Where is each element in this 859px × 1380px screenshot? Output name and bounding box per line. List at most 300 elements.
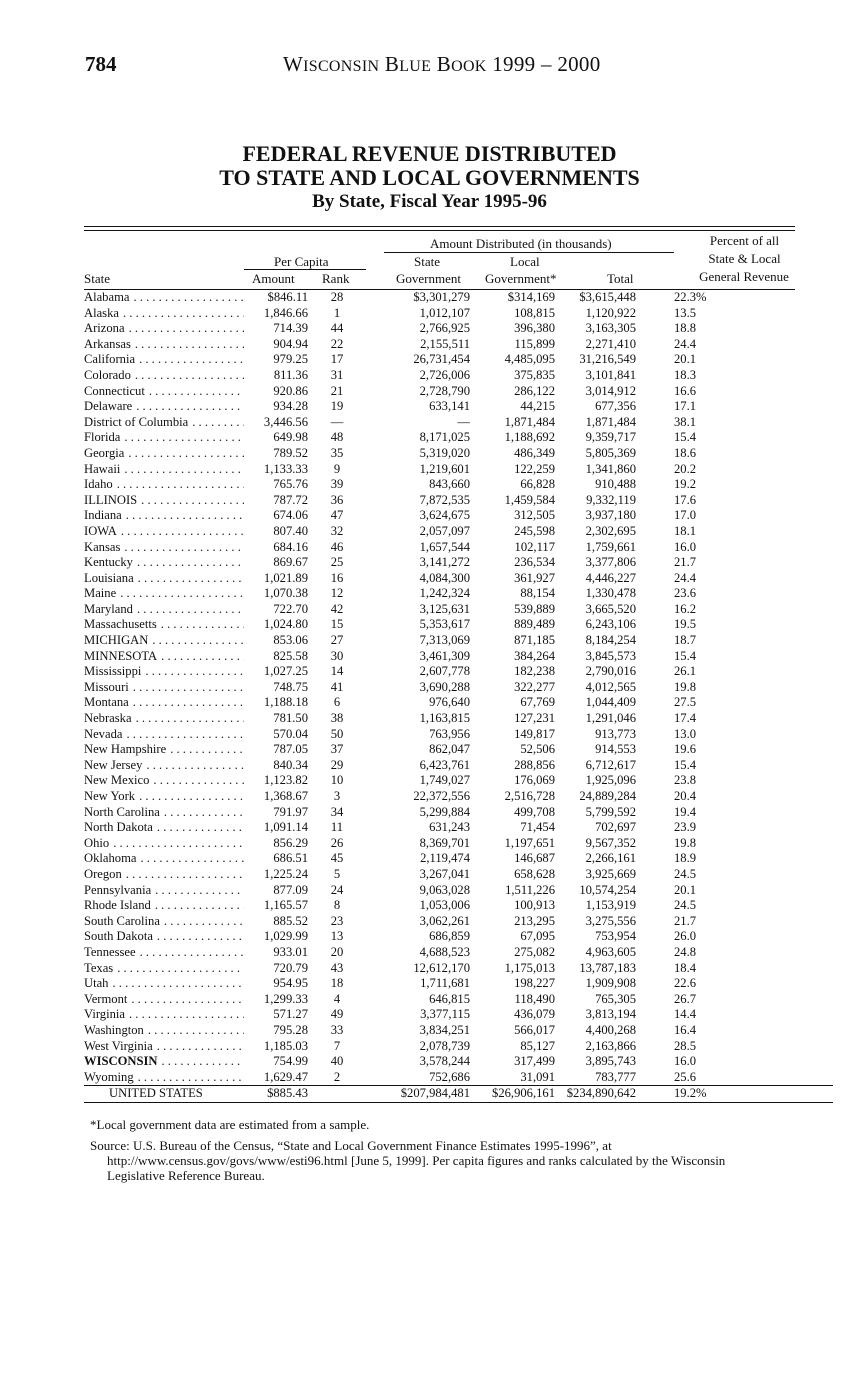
cell-state-gov: 646,815 xyxy=(429,991,470,1006)
cell-pct: 26.0 xyxy=(674,929,697,944)
cell-amount: 684.16 xyxy=(273,539,308,554)
cell-state-gov: 3,062,261 xyxy=(419,913,470,928)
table-row xyxy=(84,571,833,587)
cell-rank: 37 xyxy=(330,742,344,757)
cell-amount: 787.05 xyxy=(273,742,308,757)
cell-pct: 13.0 xyxy=(674,726,697,741)
cell-state-gov: 22,372,556 xyxy=(413,789,470,803)
cell-pct: 16.0 xyxy=(674,539,697,554)
cell-state-gov: 633,141 xyxy=(429,399,470,414)
table-row xyxy=(84,321,833,337)
cell-rank: 15 xyxy=(330,617,344,632)
cell-state-gov: 843,660 xyxy=(429,477,470,492)
cell-pct: 19.5 xyxy=(674,617,697,632)
cell-amount: 920.86 xyxy=(273,383,308,398)
source-line-3: Legislative Reference Bureau. xyxy=(107,1168,265,1183)
cell-total: 3,813,194 xyxy=(585,1007,636,1022)
cell-state-gov: 6,423,761 xyxy=(419,757,470,772)
cell-state-gov: 1,749,027 xyxy=(419,773,470,788)
cell-state: Arkansas . . . xyxy=(84,337,244,353)
cell-rank: 42 xyxy=(330,601,344,616)
table-row xyxy=(84,680,833,696)
cell-state-gov: 2,078,739 xyxy=(419,1038,470,1053)
cell-amount: 795.28 xyxy=(273,1022,308,1037)
table-row xyxy=(84,524,833,540)
cell-state-gov: 3,624,675 xyxy=(419,508,470,523)
cell-state: ILLINOIS . . . xyxy=(84,493,244,509)
cell-amount: 720.79 xyxy=(273,960,308,975)
table-row xyxy=(84,649,833,665)
cell-amount: 791.97 xyxy=(273,804,308,819)
cell-total: 1,120,922 xyxy=(585,305,636,320)
cell-total: 8,184,254 xyxy=(585,633,636,648)
cell-state: Mississippi . . . xyxy=(84,664,244,680)
cell-state: Oregon . . . xyxy=(84,867,244,883)
cell-state: WISCONSIN . . . xyxy=(84,1054,244,1070)
cell-state: Massachusetts . . . xyxy=(84,617,244,633)
cell-total: 5,799,592 xyxy=(585,804,636,819)
cell-pct: 19.4 xyxy=(674,804,697,819)
cell-pct: 27.5 xyxy=(674,695,697,710)
cell-local-gov: 31,091 xyxy=(520,1069,555,1084)
cell-amount: 1,225.24 xyxy=(263,866,308,881)
cell-total: 2,266,161 xyxy=(585,851,636,866)
cell-state: Washington . . . xyxy=(84,1023,244,1039)
cell-state: Maryland . . . xyxy=(84,602,244,618)
cell-amount: 979.25 xyxy=(273,352,308,367)
cell-total: 1,291,046 xyxy=(585,711,636,726)
footnotes xyxy=(90,1117,820,1183)
cell-amount: 1,021.89 xyxy=(263,570,308,585)
cell-rank: 20 xyxy=(330,944,344,959)
cell-local-gov: 182,238 xyxy=(514,664,555,679)
cell-state: Utah . . . xyxy=(84,976,244,992)
cell-pct: 22.6 xyxy=(674,976,697,991)
cell-total: 5,805,369 xyxy=(585,445,636,460)
cell-total: 6,243,106 xyxy=(585,617,636,632)
cell-state-gov: 2,119,474 xyxy=(420,851,470,866)
cell-local-gov: 566,017 xyxy=(514,1022,555,1037)
cell-local-gov: 146,687 xyxy=(514,851,555,866)
cell-pct: 23.8 xyxy=(674,773,697,788)
cell-state: Delaware . . . xyxy=(84,399,244,415)
cell-total: 1,909,908 xyxy=(585,976,636,991)
cell-state: Colorado . . . xyxy=(84,368,244,384)
page-number: 784 xyxy=(85,52,117,76)
cell-pct: 21.7 xyxy=(674,913,697,928)
cell-pct: 24.4 xyxy=(674,336,697,351)
table-row xyxy=(84,1039,833,1055)
cell-pct: 23.9 xyxy=(674,820,697,835)
cell-state-gov: 7,313,069 xyxy=(419,633,470,648)
cell-pct: 20.2 xyxy=(674,461,697,476)
cell-total: 783,777 xyxy=(595,1069,636,1084)
cell-state-gov: 1,053,006 xyxy=(419,898,470,913)
table-row xyxy=(84,290,833,306)
cell-local-gov: 66,828 xyxy=(520,477,555,492)
cell-total: 10,574,254 xyxy=(579,882,636,897)
cell-total: 1,153,919 xyxy=(585,898,636,913)
cell-rank: 34 xyxy=(330,804,344,819)
cell-state: Maine . . . xyxy=(84,586,244,602)
cell-rank: 24 xyxy=(330,882,344,897)
cell-rank: 13 xyxy=(330,929,344,944)
cell-amount: $885.43 xyxy=(244,1086,308,1103)
cell-amount: 1,029.99 xyxy=(263,929,308,944)
cell-state-gov: 3,267,041 xyxy=(419,866,470,881)
header-rule-per-capita xyxy=(244,269,366,270)
cell-amount: 1,165.57 xyxy=(263,898,308,913)
cell-total: 13,787,183 xyxy=(579,960,636,975)
cell-amount: 1,629.47 xyxy=(263,1069,308,1084)
cell-pct: 15.4 xyxy=(674,648,697,663)
cell-local-gov: 118,490 xyxy=(514,991,555,1006)
running-head: WISCONSIN BLUE BOOK 1999 – 2000 xyxy=(283,52,601,76)
cell-amount: 686.51 xyxy=(273,851,308,866)
table-row xyxy=(84,1054,833,1070)
cell-total: 1,341,860 xyxy=(585,461,636,476)
cell-state-gov: — xyxy=(457,414,470,429)
cell-amount: 1,299.33 xyxy=(263,991,308,1006)
cell-local-gov: 1,197,651 xyxy=(504,835,555,850)
cell-state: New Jersey . . . xyxy=(84,758,244,774)
table-row xyxy=(84,1007,833,1023)
cell-total: 2,271,410 xyxy=(585,336,636,351)
cell-pct: 18.9 xyxy=(674,851,697,866)
cell-rank: 17 xyxy=(330,352,344,367)
cell-amount: 933.01 xyxy=(273,944,308,959)
cell-state: Florida . . . xyxy=(84,430,244,446)
cell-state: Pennsylvania . . . xyxy=(84,883,244,899)
cell-state: Arizona . . . xyxy=(84,321,244,337)
cell-state-gov: 631,243 xyxy=(429,820,470,835)
cell-local-gov: 286,122 xyxy=(514,383,555,398)
cell-total: 3,014,912 xyxy=(585,383,636,398)
header-per-capita: Per Capita xyxy=(274,254,329,269)
cell-state-gov: 1,163,815 xyxy=(419,711,470,726)
cell-pct: 18.1 xyxy=(674,523,697,538)
cell-local-gov: 275,082 xyxy=(514,944,555,959)
cell-rank: 31 xyxy=(330,367,344,382)
cell-state: Kentucky . . . xyxy=(84,555,244,571)
cell-local-gov: 115,899 xyxy=(514,336,555,351)
cell-rank: 27 xyxy=(330,633,344,648)
cell-amount: 1,123.82 xyxy=(263,773,308,788)
cell-local-gov: 384,264 xyxy=(514,648,555,663)
table-row xyxy=(84,961,833,977)
cell-pct: 24.5 xyxy=(674,898,697,913)
table-row xyxy=(84,352,833,368)
cell-local-gov: 396,380 xyxy=(514,321,555,336)
cell-total: 765,305 xyxy=(595,991,636,1006)
table-row xyxy=(84,586,833,602)
cell-rank: 7 xyxy=(333,1038,341,1053)
cell-rank: 49 xyxy=(330,1007,344,1022)
cell-amount: 1,091.14 xyxy=(263,820,308,835)
cell-rank: 50 xyxy=(330,726,344,741)
cell-state-gov: 2,607,778 xyxy=(419,664,470,679)
cell-pct: 16.4 xyxy=(674,1022,697,1037)
cell-local-gov: 436,079 xyxy=(514,1007,555,1022)
table-row xyxy=(84,477,833,493)
cell-local-gov: 245,598 xyxy=(514,523,555,538)
cell-state-gov: 752,686 xyxy=(429,1069,470,1084)
cell-rank xyxy=(308,1086,366,1103)
cell-state-gov: 1,012,107 xyxy=(419,305,470,320)
cell-amount: 825.58 xyxy=(273,648,308,663)
cell-rank: 22 xyxy=(330,336,344,351)
cell-rank: 33 xyxy=(330,1022,344,1037)
cell-pct: 21.7 xyxy=(674,555,697,570)
cell-amount: 885.52 xyxy=(273,913,308,928)
cell-state: California . . . xyxy=(84,352,244,368)
cell-pct: 17.1 xyxy=(674,399,697,414)
table-row xyxy=(84,493,833,509)
cell-local-gov: 198,227 xyxy=(514,976,555,991)
cell-state: MICHIGAN . . . xyxy=(84,633,244,649)
cell-state: Texas . . . xyxy=(84,961,244,977)
table-row xyxy=(84,836,833,852)
table-subtitle: By State, Fiscal Year 1995-96 xyxy=(312,191,547,212)
cell-pct: 16.6 xyxy=(674,383,697,398)
cell-amount: 1,185.03 xyxy=(263,1038,308,1053)
cell-local-gov: 539,889 xyxy=(514,601,555,616)
cell-local-gov: 317,499 xyxy=(514,1054,555,1069)
cell-state: New York . . . xyxy=(84,789,244,805)
cell-rank: 38 xyxy=(330,711,344,726)
cell-state-gov: 3,578,244 xyxy=(419,1054,470,1069)
cell-total: 1,925,096 xyxy=(585,773,636,788)
cell-amount: 869.67 xyxy=(273,555,308,570)
header-rule-amount xyxy=(384,252,674,253)
cell-rank: 2 xyxy=(333,1069,341,1084)
cell-pct: 13.5 xyxy=(674,305,697,320)
cell-total: 3,665,520 xyxy=(585,601,636,616)
cell-rank: 18 xyxy=(330,976,344,991)
cell-amount: 789.52 xyxy=(273,445,308,460)
cell-local-gov: 122,259 xyxy=(514,461,555,476)
cell-state-gov: 5,319,020 xyxy=(419,445,470,460)
cell-amount: $846.11 xyxy=(267,290,308,304)
cell-amount: 754.99 xyxy=(273,1054,308,1069)
cell-state-gov: 2,057,097 xyxy=(419,523,470,538)
cell-state: Idaho . . . xyxy=(84,477,244,493)
cell-total: 3,925,669 xyxy=(585,866,636,881)
cell-total: 4,963,605 xyxy=(585,944,636,959)
cell-state-gov: 4,084,300 xyxy=(419,570,470,585)
cell-state-gov: 8,369,701 xyxy=(419,835,470,850)
cell-amount: 1,027.25 xyxy=(263,664,308,679)
cell-rank: 12 xyxy=(330,586,344,601)
cell-state: Georgia . . . xyxy=(84,446,244,462)
cell-total: 1,759,661 xyxy=(585,539,636,554)
cell-state: Missouri . . . xyxy=(84,680,244,696)
cell-rank: 43 xyxy=(330,960,344,975)
table-row xyxy=(84,384,833,400)
cell-local-gov: 1,871,484 xyxy=(504,414,555,429)
cell-state: North Dakota . . . xyxy=(84,820,244,836)
cell-state-gov: 1,657,544 xyxy=(419,539,470,554)
cell-state: IOWA . . . xyxy=(84,524,244,540)
cell-total: 3,377,806 xyxy=(585,555,636,570)
header-amount-distributed: Amount Distributed (in thousands) xyxy=(430,236,612,251)
table-row xyxy=(84,430,833,446)
cell-rank: 9 xyxy=(333,461,341,476)
cell-amount: 1,133.33 xyxy=(263,461,308,476)
cell-local-gov: 499,708 xyxy=(514,804,555,819)
cell-pct: 19.2% xyxy=(636,1086,833,1103)
cell-pct: 15.4 xyxy=(674,430,697,445)
cell-local-gov: 1,188,692 xyxy=(504,430,555,445)
cell-rank: 47 xyxy=(330,508,344,523)
cell-state-gov: 3,834,251 xyxy=(419,1022,470,1037)
cell-rank: 40 xyxy=(330,1054,344,1069)
cell-pct: 18.4 xyxy=(674,960,697,975)
cell-local-gov: 361,927 xyxy=(514,570,555,585)
cell-local-gov: 213,295 xyxy=(514,913,555,928)
cell-total: 914,553 xyxy=(595,742,636,757)
cell-state-gov: 2,155,511 xyxy=(420,336,470,351)
cell-state-gov: $207,984,481 xyxy=(366,1086,470,1103)
cell-total: 9,567,352 xyxy=(585,835,636,850)
cell-state: Ohio . . . xyxy=(84,836,244,852)
cell-state: Virginia . . . xyxy=(84,1007,244,1023)
header-local-gov-l2: Government* xyxy=(485,271,557,286)
cell-pct: 22.3% xyxy=(674,290,707,304)
cell-state: MINNESOTA . . . xyxy=(84,649,244,665)
cell-state: Alabama . . . xyxy=(84,290,244,306)
cell-amount: 954.95 xyxy=(273,976,308,991)
cell-local-gov: 127,231 xyxy=(514,711,555,726)
cell-total: 753,954 xyxy=(595,929,636,944)
cell-state-gov: 26,731,454 xyxy=(413,352,470,367)
cell-total: 2,790,016 xyxy=(585,664,636,679)
cell-amount: 811.36 xyxy=(273,367,308,382)
table-row xyxy=(84,617,833,633)
cell-state: Rhode Island . . . xyxy=(84,898,244,914)
table-body xyxy=(84,290,833,1102)
cell-local-gov: 375,835 xyxy=(514,367,555,382)
table-row xyxy=(84,773,833,789)
cell-local-gov: 1,459,584 xyxy=(504,492,555,507)
cell-state-gov: 3,690,288 xyxy=(419,679,470,694)
cell-rank: 6 xyxy=(333,695,341,710)
cell-state: Montana . . . xyxy=(84,695,244,711)
cell-pct: 18.3 xyxy=(674,367,697,382)
table-row xyxy=(84,633,833,649)
source-line-2: http://www.census.gov/govs/www/esti96.html [June 5, 1999]. Per capita figures and ranks calculated by the Wisconsin xyxy=(107,1153,726,1168)
cell-state-gov: 4,688,523 xyxy=(419,944,470,959)
cell-pct: 26.1 xyxy=(674,664,697,679)
table-row xyxy=(84,1023,833,1039)
cell-pct: 19.2 xyxy=(674,477,697,492)
cell-rank: 26 xyxy=(330,835,344,850)
cell-state-gov: 686,859 xyxy=(429,929,470,944)
cell-state: Louisiana . . . xyxy=(84,571,244,587)
cell-state-gov: 8,171,025 xyxy=(419,430,470,445)
cell-state-gov: 3,125,631 xyxy=(419,601,470,616)
cell-amount: 853.06 xyxy=(273,633,308,648)
cell-rank: 36 xyxy=(330,492,344,507)
table-row xyxy=(84,758,833,774)
cell-pct: 17.4 xyxy=(674,711,697,726)
header-amount: Amount xyxy=(252,271,295,286)
table-row xyxy=(84,540,833,556)
table-title-line-1: FEDERAL REVENUE DISTRIBUTED xyxy=(242,141,617,166)
cell-rank: — xyxy=(330,414,344,429)
cell-total: 9,359,717 xyxy=(585,430,636,445)
cell-total: 6,712,617 xyxy=(585,757,636,772)
cell-state-gov: 2,766,925 xyxy=(419,321,470,336)
cell-amount: 1,846.66 xyxy=(263,305,308,320)
cell-local-gov: 108,815 xyxy=(514,305,555,320)
cell-state-gov: 7,872,535 xyxy=(419,492,470,507)
cell-pct: 38.1 xyxy=(674,414,697,429)
data-table xyxy=(84,290,833,1103)
cell-rank: 39 xyxy=(330,477,344,492)
cell-local-gov: 71,454 xyxy=(520,820,555,835)
table-row xyxy=(84,789,833,805)
cell-total: 3,275,556 xyxy=(585,913,636,928)
cell-state-gov: $3,301,279 xyxy=(413,290,470,304)
cell-pct: 19.8 xyxy=(674,679,697,694)
cell-state-gov: 763,956 xyxy=(429,726,470,741)
cell-amount: 1,368.67 xyxy=(263,789,308,803)
cell-state: UNITED STATES xyxy=(84,1086,244,1103)
table-row xyxy=(84,399,833,415)
cell-pct: 24.4 xyxy=(674,570,697,585)
cell-rank: 35 xyxy=(330,445,344,460)
cell-total: 24,889,284 xyxy=(579,789,636,803)
cell-rank: 5 xyxy=(333,866,341,881)
cell-pct: 17.0 xyxy=(674,508,697,523)
cell-local-gov: 149,817 xyxy=(514,726,555,741)
table-row xyxy=(84,555,833,571)
table-row xyxy=(84,883,833,899)
cell-state-gov: 862,047 xyxy=(429,742,470,757)
cell-state-gov: 2,728,790 xyxy=(419,383,470,398)
cell-rank: 4 xyxy=(333,991,341,1006)
cell-state: New Hampshire . . . xyxy=(84,742,244,758)
table-row xyxy=(84,446,833,462)
cell-pct: 20.1 xyxy=(674,352,697,367)
cell-total: 3,101,841 xyxy=(585,367,636,382)
cell-local-gov: 67,095 xyxy=(520,929,555,944)
header-total: Total xyxy=(607,271,634,286)
cell-state: Kansas . . . xyxy=(84,540,244,556)
cell-local-gov: 4,485,095 xyxy=(504,352,555,367)
cell-rank: 8 xyxy=(333,898,341,913)
cell-pct: 20.1 xyxy=(674,882,697,897)
cell-pct: 17.6 xyxy=(674,492,697,507)
cell-state: South Carolina . . . xyxy=(84,914,244,930)
table-row xyxy=(84,898,833,914)
cell-pct: 15.4 xyxy=(674,757,697,772)
table-row xyxy=(84,820,833,836)
cell-amount: 1,024.80 xyxy=(263,617,308,632)
cell-amount: 856.29 xyxy=(273,835,308,850)
cell-amount: 722.70 xyxy=(273,601,308,616)
cell-state: Tennessee . . . xyxy=(84,945,244,961)
cell-amount: 904.94 xyxy=(273,336,308,351)
header-percent-l2: State & Local xyxy=(708,251,781,266)
cell-rank: 3 xyxy=(333,789,341,803)
cell-local-gov: 52,506 xyxy=(520,742,555,757)
footnote-estimate: *Local government data are estimated from a sample. xyxy=(90,1117,370,1132)
cell-rank: 28 xyxy=(330,290,344,304)
cell-pct: 23.6 xyxy=(674,586,697,601)
cell-pct: 25.6 xyxy=(674,1069,697,1084)
